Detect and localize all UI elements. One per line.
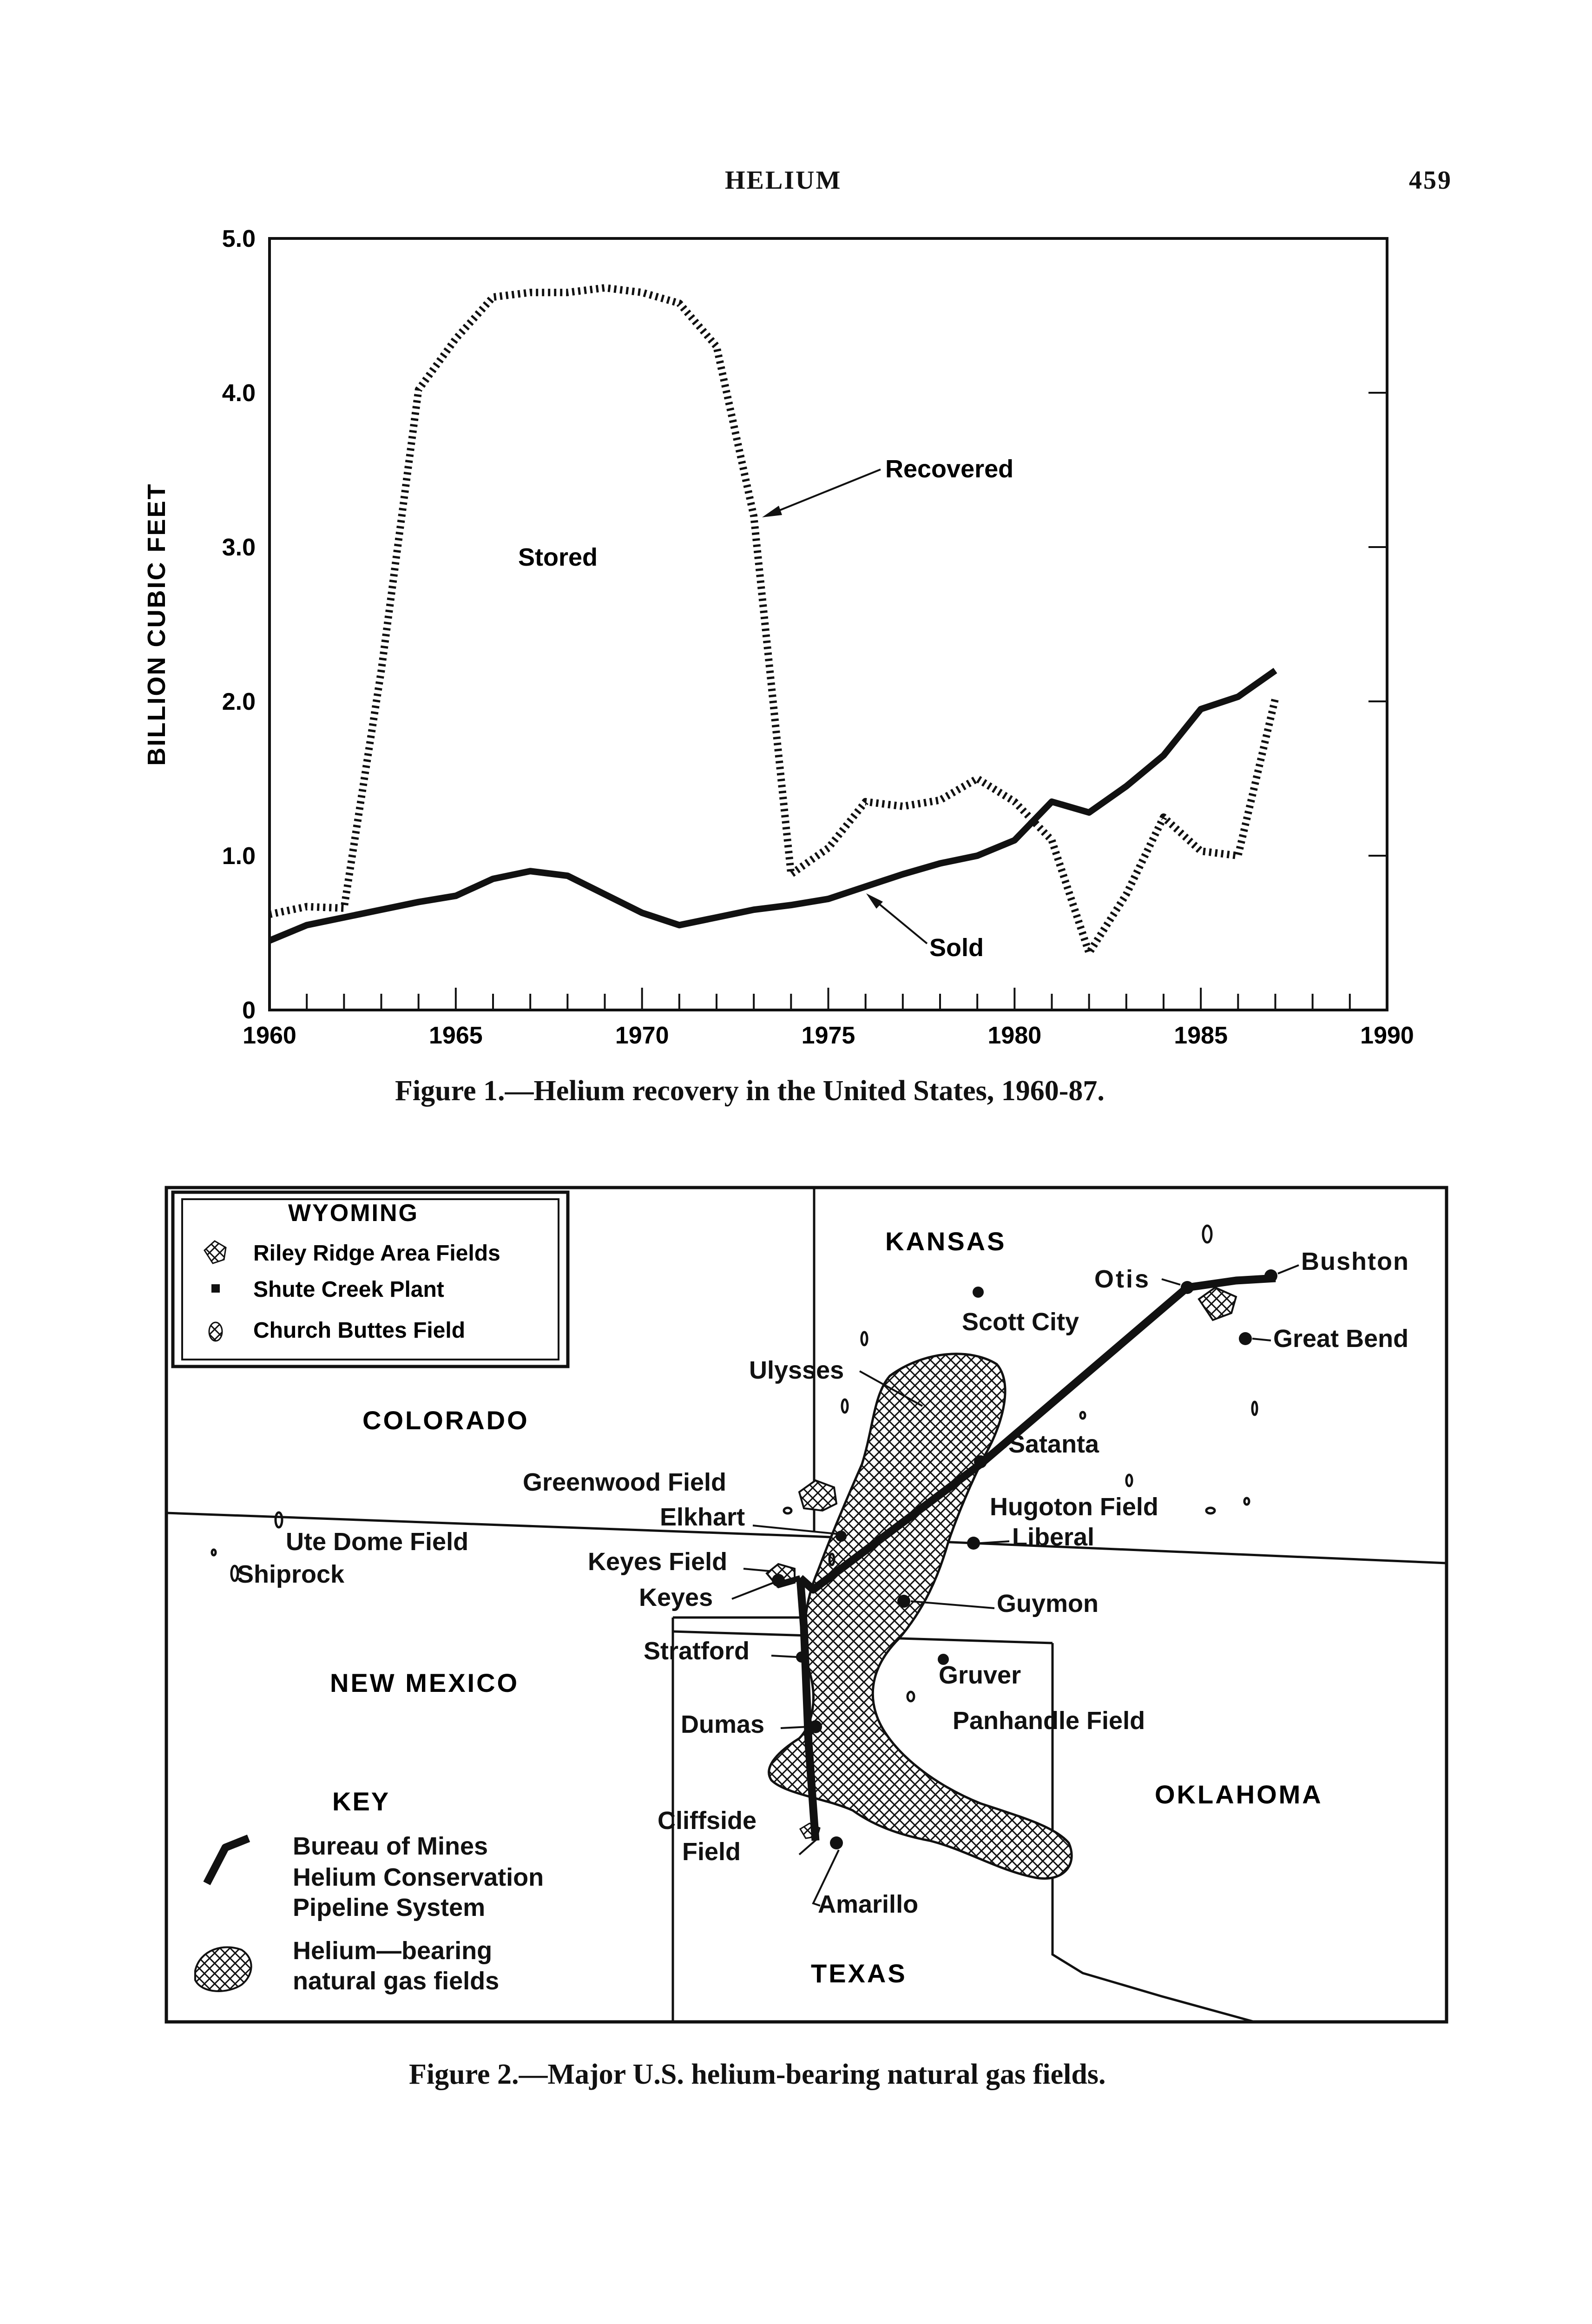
leader-keyes-field <box>743 1569 769 1571</box>
y-tick-label: 5.0 <box>222 225 256 252</box>
sold-annotation: Sold <box>929 934 984 962</box>
leader-bushton <box>1278 1265 1299 1274</box>
key-fields-symbol <box>195 1947 251 1991</box>
dot-great-bend <box>1239 1332 1252 1345</box>
label-kansas: KANSAS <box>885 1227 1007 1256</box>
label-elkhart: Elkhart <box>660 1503 745 1531</box>
x-tick-label: 1980 <box>987 1022 1042 1049</box>
key-pipeline-symbol <box>207 1838 249 1883</box>
label-ute-dome: Ute Dome Field <box>286 1528 469 1556</box>
y-axis-label: BILLION CUBIC FEET <box>143 482 171 766</box>
dot-bushton <box>1264 1269 1277 1282</box>
key-fields-line2: natural gas fields <box>293 1967 500 1995</box>
y-tick-label: 4.0 <box>222 380 256 407</box>
x-tick-label: 1990 <box>1360 1022 1414 1049</box>
dot-satanta <box>974 1455 987 1468</box>
tx-ok-border <box>1053 1643 1255 2022</box>
y-tick-label: 1.0 <box>222 843 256 870</box>
leader-elkhart <box>753 1525 836 1534</box>
leader-otis <box>1162 1279 1180 1285</box>
label-satanta: Satanta <box>1008 1430 1099 1458</box>
running-head: HELIUM <box>725 166 842 195</box>
y-tick-label: 0 <box>242 997 256 1024</box>
label-shiprock: Shiprock <box>237 1560 345 1588</box>
label-texas: TEXAS <box>811 1959 907 1988</box>
dot-keyes <box>772 1574 785 1587</box>
label-hugoton: Hugoton Field <box>990 1493 1158 1521</box>
label-liberal: Liberal <box>1012 1523 1095 1551</box>
label-keyes-field: Keyes Field <box>588 1548 728 1576</box>
dot-guymon <box>897 1595 910 1608</box>
leader-liberal <box>980 1541 1009 1543</box>
recovered-annotation: Recovered <box>885 455 1014 483</box>
label-oklahoma: OKLAHOMA <box>1155 1780 1323 1809</box>
figure1-caption: Figure 1.—Helium recovery in the United States, 1960-87. <box>395 1075 1105 1107</box>
church-buttes-symbol <box>209 1322 222 1341</box>
leader-keyes <box>732 1583 774 1599</box>
label-otis: Otis <box>1094 1265 1151 1293</box>
key-pipeline-line3: Pipeline System <box>293 1894 486 1921</box>
dot-amarillo <box>830 1836 843 1849</box>
dot-scott-city <box>973 1287 984 1298</box>
label-gruver: Gruver <box>939 1661 1021 1689</box>
label-dumas: Dumas <box>681 1710 765 1738</box>
key-pipeline-line2: Helium Conservation <box>293 1863 544 1891</box>
x-tick-label: 1985 <box>1174 1022 1228 1049</box>
label-greenwood: Greenwood Field <box>523 1468 727 1496</box>
stored-annotation: Stored <box>518 543 598 571</box>
otis-field <box>1199 1287 1236 1320</box>
label-panhandle: Panhandle Field <box>953 1707 1145 1735</box>
label-great-bend: Great Bend <box>1273 1325 1409 1353</box>
leader-great-bend <box>1252 1339 1271 1340</box>
dot-stratford <box>796 1651 807 1663</box>
inset-item-shute: Shute Creek Plant <box>253 1277 444 1302</box>
label-scott-city: Scott City <box>962 1308 1079 1336</box>
leader-stratford <box>771 1656 797 1657</box>
label-new-mexico: NEW MEXICO <box>330 1668 520 1697</box>
label-colorado: COLORADO <box>362 1406 529 1435</box>
label-keyes: Keyes <box>639 1584 713 1611</box>
x-tick-label: 1965 <box>428 1022 483 1049</box>
greenwood-field <box>799 1480 836 1511</box>
x-tick-label: 1970 <box>615 1022 669 1049</box>
dot-elkhart <box>835 1531 847 1542</box>
wyoming-title: WYOMING <box>288 1200 419 1227</box>
label-ulysses: Ulysses <box>749 1356 844 1384</box>
x-tick-label: 1975 <box>801 1022 855 1049</box>
x-tick-label: 1960 <box>243 1022 296 1049</box>
y-tick-label: 3.0 <box>222 534 256 561</box>
inset-item-church: Church Buttes Field <box>253 1318 466 1343</box>
key-title: KEY <box>332 1787 390 1816</box>
shute-creek-symbol <box>211 1284 220 1293</box>
label-bushton: Bushton <box>1301 1248 1409 1275</box>
y-tick-label: 2.0 <box>222 688 256 715</box>
figure2-caption: Figure 2.—Major U.S. helium-bearing natural gas fields. <box>409 2059 1106 2090</box>
key-pipeline-line1: Bureau of Mines <box>293 1832 488 1860</box>
label-guymon: Guymon <box>997 1590 1099 1618</box>
inset-item-riley: Riley Ridge Area Fields <box>253 1241 500 1266</box>
leader-cliffside <box>799 1838 818 1855</box>
dot-liberal <box>967 1537 980 1550</box>
dot-dumas <box>809 1720 822 1733</box>
label-cliffside-field: Field <box>682 1838 741 1866</box>
key-fields-line1: Helium—bearing <box>293 1937 493 1965</box>
label-amarillo: Amarillo <box>818 1890 919 1918</box>
label-stratford: Stratford <box>644 1637 750 1665</box>
dot-otis <box>1181 1281 1194 1294</box>
label-cliffside: Cliffside <box>658 1807 757 1835</box>
page-number: 459 <box>1409 166 1452 195</box>
